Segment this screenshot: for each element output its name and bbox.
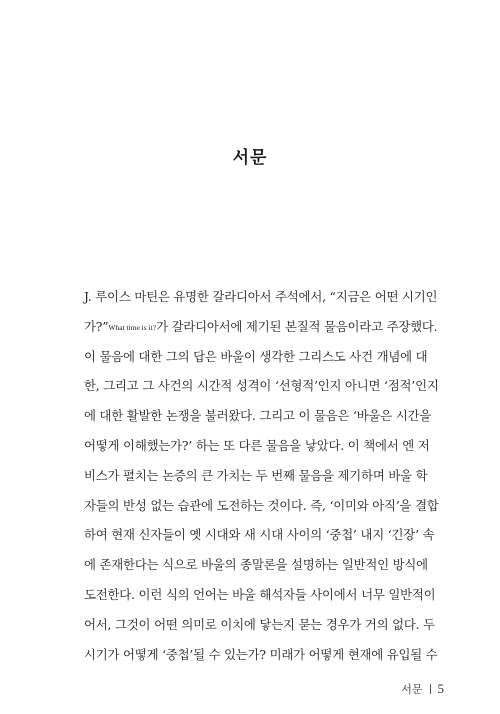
folio-divider <box>430 684 431 694</box>
chapter-title: 서문 <box>232 148 268 168</box>
text-line: 시기가 어떻게 ‘중첩’될 수 있는가? 미래가 어떻게 현재에 유입될 수 <box>84 646 438 662</box>
text-line: 비스가 펼치는 논증의 큰 가치는 두 번째 물음을 제기하며 바울 학 <box>84 467 428 483</box>
text-line: 에 존재한다는 식으로 바울의 종말론을 설명하는 일반적인 방식에 <box>84 557 428 573</box>
running-head: 서문 <box>401 683 423 696</box>
body-text <box>84 288 439 675</box>
text-line: 자들의 반성 없는 습관에 도전하는 것이다. 즉, ‘이미와 아직’을 결합 <box>84 497 439 513</box>
text-line: 어떻게 이해했는가?’ 하는 또 다른 물음을 낳았다. 이 책에서 엔 저 <box>84 437 430 453</box>
text-line: J. 루이스 마틴은 유명한 갈라디아서 주석에서, “지금은 어떤 시기인 <box>84 289 438 304</box>
text-fragment: 가 갈라디아서에 제기된 본질적 물음이라고 주장했다. <box>156 318 438 334</box>
text-line: 어서, 그것이 어떤 의미로 이치에 닿는지 묻는 경우가 거의 없다. 두 <box>84 616 435 632</box>
text-line: 이 물음에 대한 그의 답은 바울이 생각한 그리스도 사건 개념에 대 <box>84 348 428 364</box>
text-line: 에 대한 활발한 논쟁을 불러왔다. 그리고 이 물음은 ‘바울은 시간을 <box>84 408 432 424</box>
inline-english-gloss: What time is it? <box>108 322 157 332</box>
text-line <box>84 318 438 348</box>
text-fragment: 가?” <box>84 318 109 334</box>
text-line: 하여 현재 신자들이 옛 시대와 새 시대 사이의 ‘중첩’ 내지 ‘긴장’ 속 <box>84 527 435 543</box>
text-line: 도전한다. 이런 식의 언어는 바울 해석자들 사이에서 너무 일반적이 <box>84 586 436 602</box>
page-number: 5 <box>437 681 444 696</box>
text-line: 한, 그리고 그 사건의 시간적 성격이 ‘선형적’인지 아니면 ‘점적’인지 <box>84 378 439 394</box>
page-footer <box>401 681 444 697</box>
